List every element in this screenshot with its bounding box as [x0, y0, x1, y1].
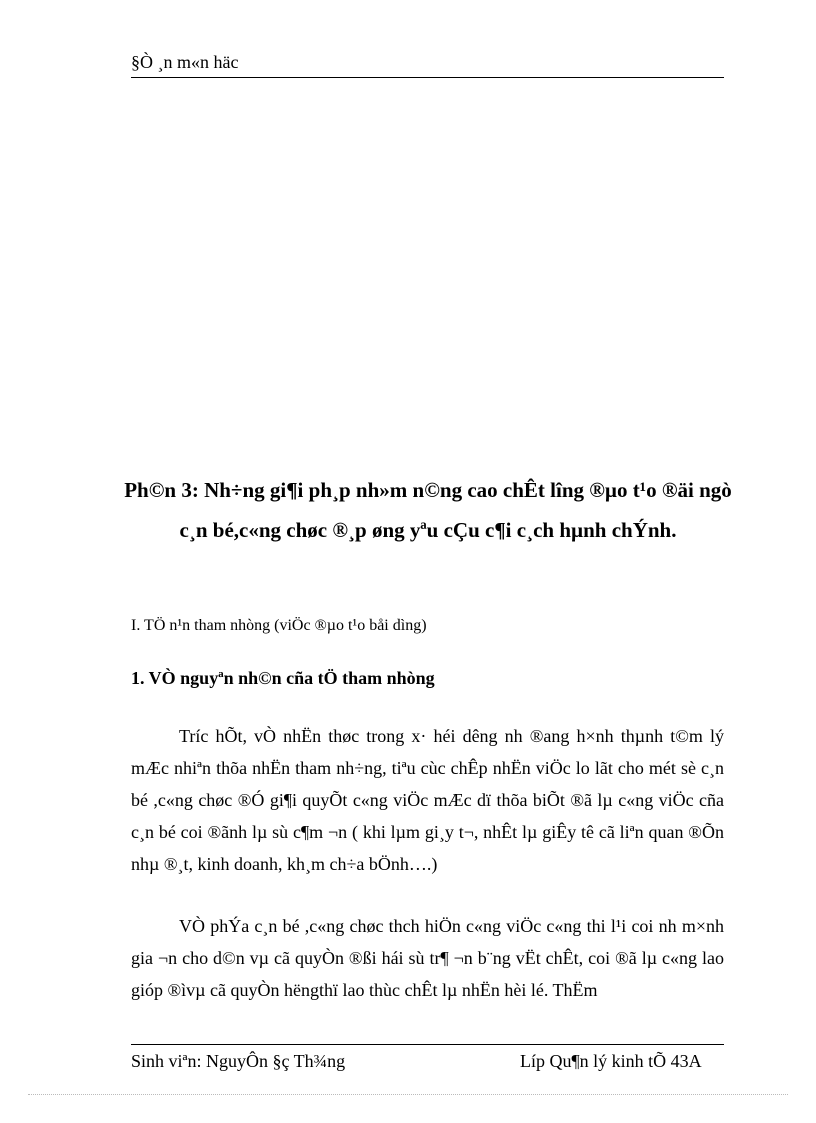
- page-header: §Ò ¸n m«n häc: [131, 52, 239, 72]
- body-paragraph: Tríc hÕt, vÒ nhËn thøc trong x· héi dêng nh ®ang h×nh thµnh t©m lý mÆc nhiªn thõa nhËn tham nh÷ng, tiªu cùc chÊp nhËn viÖc lo lãt cho mét sè c¸n bé ,c«ng chøc ®Ó gi¶i quyÕt c«ng viÖc mÆc dï thõa biÕt ®ã lµ c«ng viÖc cña c¸n bé coi ®ãnh lµ sù c¶m ¬n ( khi lµm gi¸y t¬, nhÊt lµ giÊy tê cã liªn quan ®Õn nhµ ®¸t, kinh doanh, kh¸m ch÷a bÖnh….): [131, 726, 724, 874]
- header-divider: [131, 77, 724, 78]
- chapter-title: Ph©n 3: Nh÷ng gi¶i ph¸p nh»m n©ng cao chÊt lîng ®µo t¹o ®äi ngò c¸n bé,c«ng chøc ®¸p øng yªu cÇu c¶i c¸ch hµnh chÝnh.: [124, 478, 732, 542]
- subsection-heading: 1. VÒ nguyªn nh©n cña tÖ tham nhòng: [131, 668, 435, 688]
- footer-class: Líp Qu¶n lý kinh tÕ 43A: [520, 1051, 702, 1071]
- body-paragraph: VÒ phÝa c¸n bé ,c«ng chøc thch hiÖn c«ng viÖc c«ng thi l¹i coi nh m×nh gia ¬n cho d©n vµ cã quyÒn ®ßi hái sù tr¶ ¬n b¨ng vËt chÊt, coi ®ã lµ c«ng lao gióp ®ìvµ cã quyÒn hëngthï lao thùc chÊt lµ nhËn hèi lé. ThËm: [131, 916, 724, 1000]
- footer-author: Sinh viªn: NguyÔn §ç Th¾ng: [131, 1051, 346, 1071]
- section-heading: I. TÖ n¹n tham nhòng (viÖc ®µo t¹o båi dìng): [131, 617, 427, 634]
- page-bottom-border: [28, 1094, 788, 1095]
- footer-divider: [131, 1044, 724, 1045]
